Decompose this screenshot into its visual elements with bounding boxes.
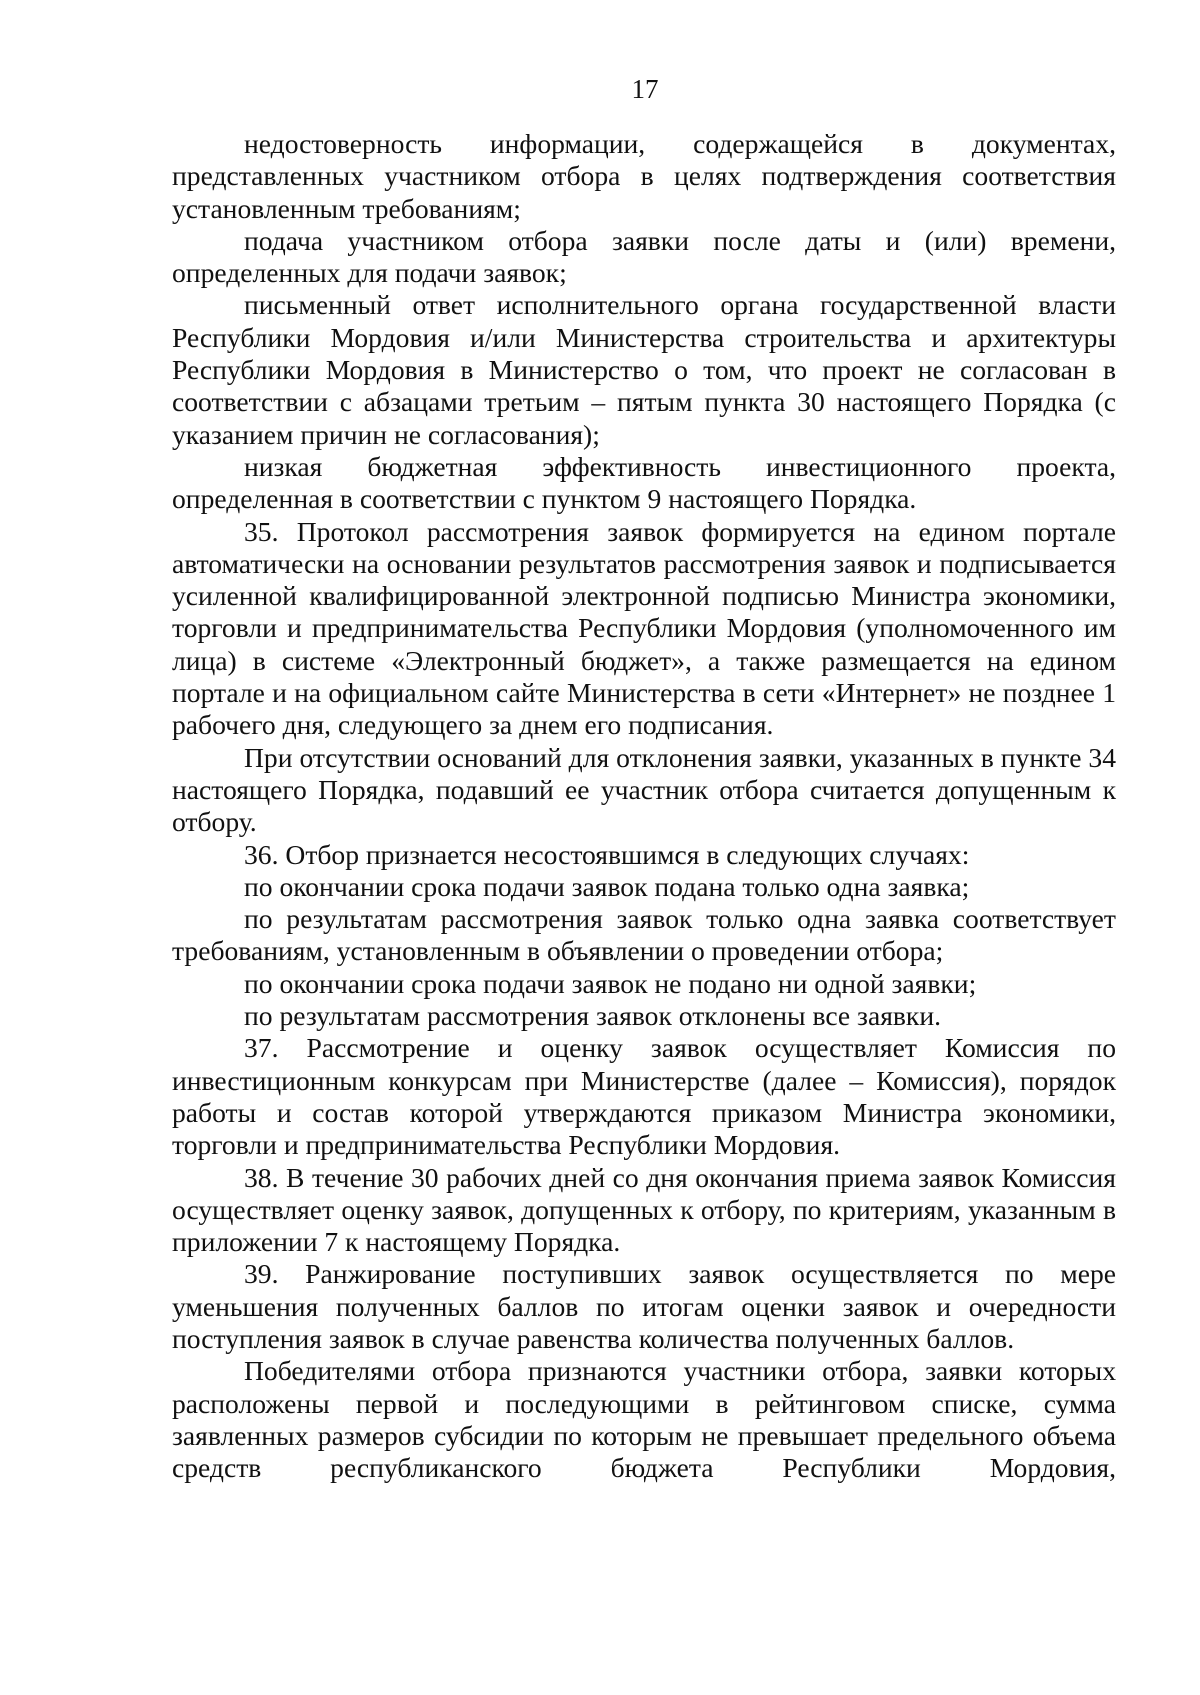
paragraph-15: Победителями отбора признаются участники отбора, заявки которых расположены первой и последующими в рейтинговом списке, сумма заявленных размеров субсидии по которым не превышает предельного объема средств республиканского бюджета Республики Мордовия, <box>172 1355 1116 1484</box>
paragraph-10: по окончании срока подачи заявок не подано ни одной заявки; <box>244 967 977 999</box>
paragraph-8: по окончании срока подачи заявок подана только одна заявка; <box>244 870 970 902</box>
document-body <box>172 128 1116 1484</box>
paragraph-1: недостоверность информации, содержащейся в документах, представленных участником отбора в целях подтверждения соответствия установленным требованиям; <box>172 128 1116 224</box>
paragraph-5: 35. Протокол рассмотрения заявок формируется на едином портале автоматически на основании результатов рассмотрения заявок и подписывается усиленной квалифицированной электронной подписью Министра экономики, торговли и предпринимательства Республики Мордовия (уполномоченного им лица) в системе «Электронный бюджет», а также размещается на едином портале и на официальном сайте Министерства в сети «Интернет» не позднее 1 рабочего дня, следующего за днем его подписания. <box>172 515 1116 741</box>
paragraph-14: 39. Ранжирование поступивших заявок осуществляется по мере уменьшения полученных баллов по итогам оценки заявок и очередности поступления заявок в случае равенства количества полученных баллов. <box>172 1258 1116 1354</box>
paragraph-4: низкая бюджетная эффективность инвестиционного проекта, определенная в соответствии с пунктом 9 настоящего Порядка. <box>172 450 1116 515</box>
paragraph-12: 37. Рассмотрение и оценку заявок осуществляет Комиссия по инвестиционным конкурсам при Министерстве (далее – Комиссия), порядок работы и состав которой утверждаются приказом Министра экономики, торговли и предпринимательства Республики Мордовия. <box>172 1032 1116 1161</box>
paragraph-7: 36. Отбор признается несостоявшимся в следующих случаях: <box>244 838 970 870</box>
paragraph-2: подача участником отбора заявки после даты и (или) времени, определенных для подачи заявок; <box>172 224 1116 289</box>
paragraph-13: 38. В течение 30 рабочих дней со дня окончания приема заявок Комиссия осуществляет оценку заявок, допущенных к отбору, по критериям, указанным в приложении 7 к настоящему Порядка. <box>172 1161 1116 1258</box>
page-number: 17 <box>631 74 659 104</box>
paragraph-9: по результатам рассмотрения заявок только одна заявка соответствует требованиям, установленным в объявлении о проведении отбора; <box>172 903 1116 967</box>
paragraph-11: по результатам рассмотрения заявок отклонены все заявки. <box>244 1000 941 1032</box>
paragraph-3: письменный ответ исполнительного органа государственной власти Республики Мордовия и/или Министерства строительства и архитектуры Республики Мордовия в Министерство о том, что проект не согласован в соответствии с абзацами третьим – пятым пункта 30 настоящего Порядка (с указанием причин не согласования); <box>172 289 1116 450</box>
paragraph-6: При отсутствии оснований для отклонения заявки, указанных в пункте 34 настоящего Порядка, подавший ее участник отбора считается допущенным к отбору. <box>172 741 1116 838</box>
